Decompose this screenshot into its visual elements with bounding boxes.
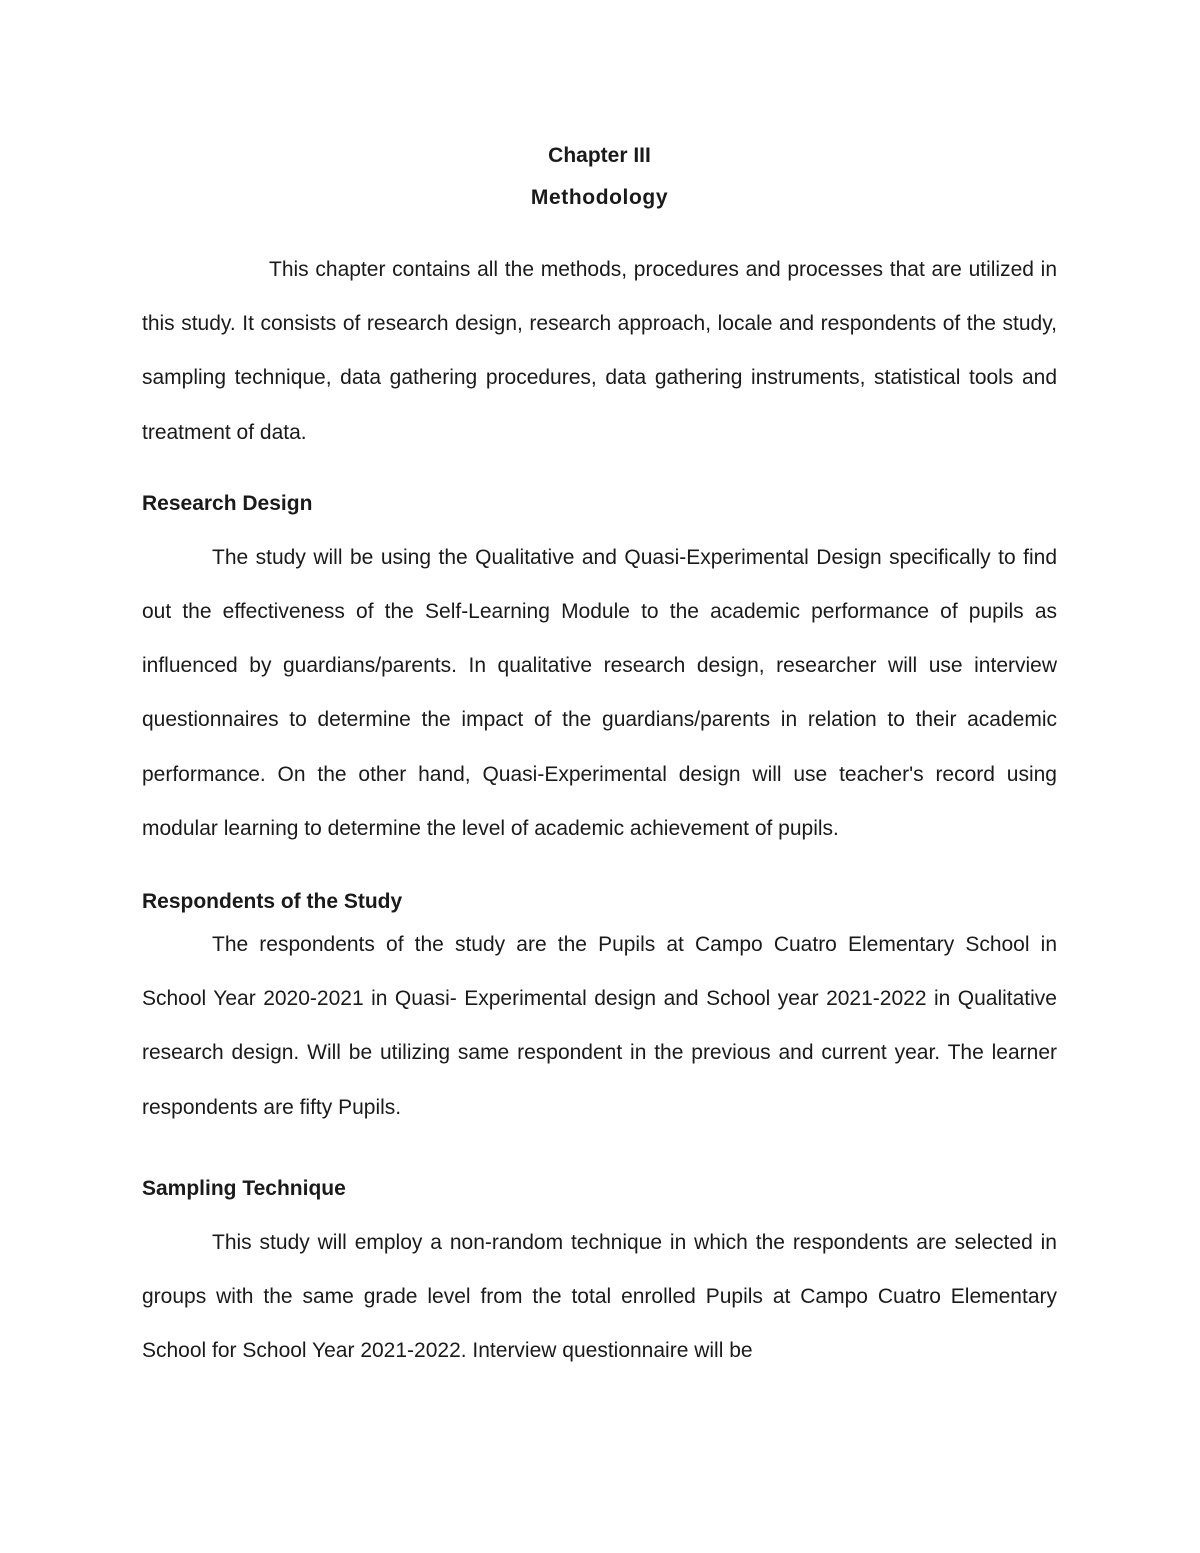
page-content [142,140,1057,1378]
section-heading-research-design: Research Design [142,491,313,515]
section-body-respondents: The respondents of the study are the Pupils at Campo Cuatro Elementary School in School Year 2020-2021 in Quasi- Experimental design and School year 2021-2022 in Qualitative research design. Will be utilizing same respondent in the previous and current year. The learner respondents are fifty Pupils. [142,933,1057,1119]
section-body-sampling-technique: This study will employ a non-random technique in which the respondents are selected in groups with the same grade level from the total enrolled Pupils at Campo Cuatro Elementary School for School Year 2021-2022. Interview questionnaire will be [142,1230,1057,1363]
chapter-subtitle: Methodology [530,186,669,209]
section-heading-sampling-technique: Sampling Technique [142,1176,346,1200]
chapter-title: Chapter III [548,144,651,167]
intro-paragraph: This chapter contains all the methods, procedures and processes that are utilized in this study. It consists of research design, research approach, locale and respondents of the study, sampling technique, data gathering procedures, data gathering instruments, statistical tools and treatment of data. [142,258,1057,444]
section-heading-respondents: Respondents of the Study [142,890,403,914]
section-body-research-design: The study will be using the Qualitative and Quasi-Experimental Design specifically to find out the effectiveness of the Self-Learning Module to the academic performance of pupils as influenced by guardians/parents. In qualitative research design, researcher will use interview questionnaires to determine the impact of the guardians/parents in relation to their academic performance. On the other hand, Quasi-Experimental design will use teacher's record using modular learning to determine the level of academic achievement of pupils. [142,545,1057,840]
